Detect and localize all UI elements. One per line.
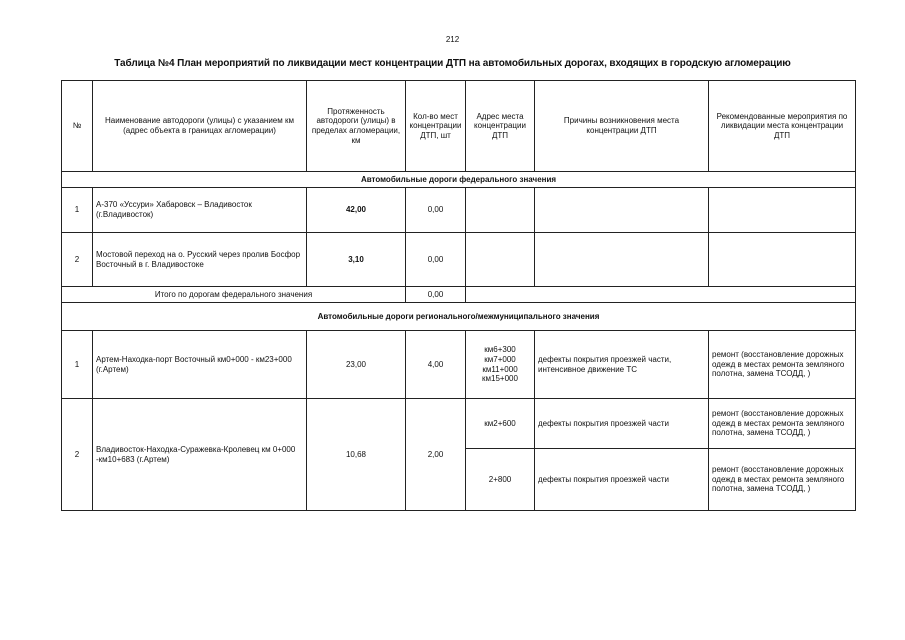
header-length: Протяженность автодороги (улицы) в пределах агломерации, км [307,81,406,172]
total-count: 0,00 [406,287,466,303]
section-row-federal [62,172,856,188]
table-row [62,399,856,449]
section-title-federal: Автомобильные дороги федерального значения [62,172,856,188]
table-row [62,188,856,233]
row-num: 1 [62,188,93,233]
road-length: 42,00 [307,188,406,233]
dtp-cause: дефекты покрытия проезжей части, интенсивное движение ТС [535,331,709,399]
total-empty [466,287,856,303]
dtp-count: 2,00 [406,399,466,511]
dtp-address: 2+800 [466,449,535,511]
dtp-count: 4,00 [406,331,466,399]
dtp-cause: дефекты покрытия проезжей части [535,449,709,511]
header-causes: Причины возникновения места концентрации ДТП [535,81,709,172]
row-num: 2 [62,399,93,511]
dtp-measure [709,233,856,287]
total-row-federal [62,287,856,303]
dtp-measure: ремонт (восстановление дорожных одежд в местах ремонта земляного полотна, замена ТСОДД, ) [709,399,856,449]
dtp-count: 0,00 [406,233,466,287]
dtp-measure: ремонт (восстановление дорожных одежд в местах ремонта земляного полотна, замена ТСОДД, ) [709,331,856,399]
dtp-measure [709,188,856,233]
table-header-row [62,81,856,172]
dtp-count: 0,00 [406,188,466,233]
header-address: Адрес места концентрации ДТП [466,81,535,172]
header-name: Наименование автодороги (улицы) с указанием км (адрес объекта в границах агломерации) [93,81,307,172]
dtp-table [61,80,856,511]
header-num: № [62,81,93,172]
document-title: Таблица №4 План мероприятий по ликвидации мест концентрации ДТП на автомобильных дорогах, входящих в городскую агломерацию [114,58,791,69]
row-num: 1 [62,331,93,399]
table-row [62,331,856,399]
total-label: Итого по дорогам федерального значения [62,287,406,303]
dtp-cause [535,188,709,233]
dtp-address [466,233,535,287]
dtp-address [466,188,535,233]
road-name: А-370 «Уссури» Хабаровск – Владивосток (г.Владивосток) [93,188,307,233]
header-count: Кол-во мест концентрации ДТП, шт [406,81,466,172]
dtp-measure: ремонт (восстановление дорожных одежд в местах ремонта земляного полотна, замена ТСОДД, ) [709,449,856,511]
dtp-cause: дефекты покрытия проезжей части [535,399,709,449]
road-length: 23,00 [307,331,406,399]
dtp-cause [535,233,709,287]
dtp-address: км2+600 [466,399,535,449]
road-length: 10,68 [307,399,406,511]
dtp-address: км6+300 км7+000 км11+000 км15+000 [466,331,535,399]
section-title-regional: Автомобильные дороги регионального/межмуниципального значения [62,303,856,331]
page-number: 212 [445,35,460,44]
table-row [62,233,856,287]
section-row-regional [62,303,856,331]
road-length: 3,10 [307,233,406,287]
road-name: Мостовой переход на о. Русский через пролив Босфор Восточный в г. Владивостоке [93,233,307,287]
road-name: Артем-Находка-порт Восточный км0+000 - км23+000 (г.Артем) [93,331,307,399]
row-num: 2 [62,233,93,287]
road-name: Владивосток-Находка-Суражевка-Кролевец км 0+000 -км10+683 (г.Артем) [93,399,307,511]
header-measures: Рекомендованные мероприятия по ликвидации места концентрации ДТП [709,81,856,172]
